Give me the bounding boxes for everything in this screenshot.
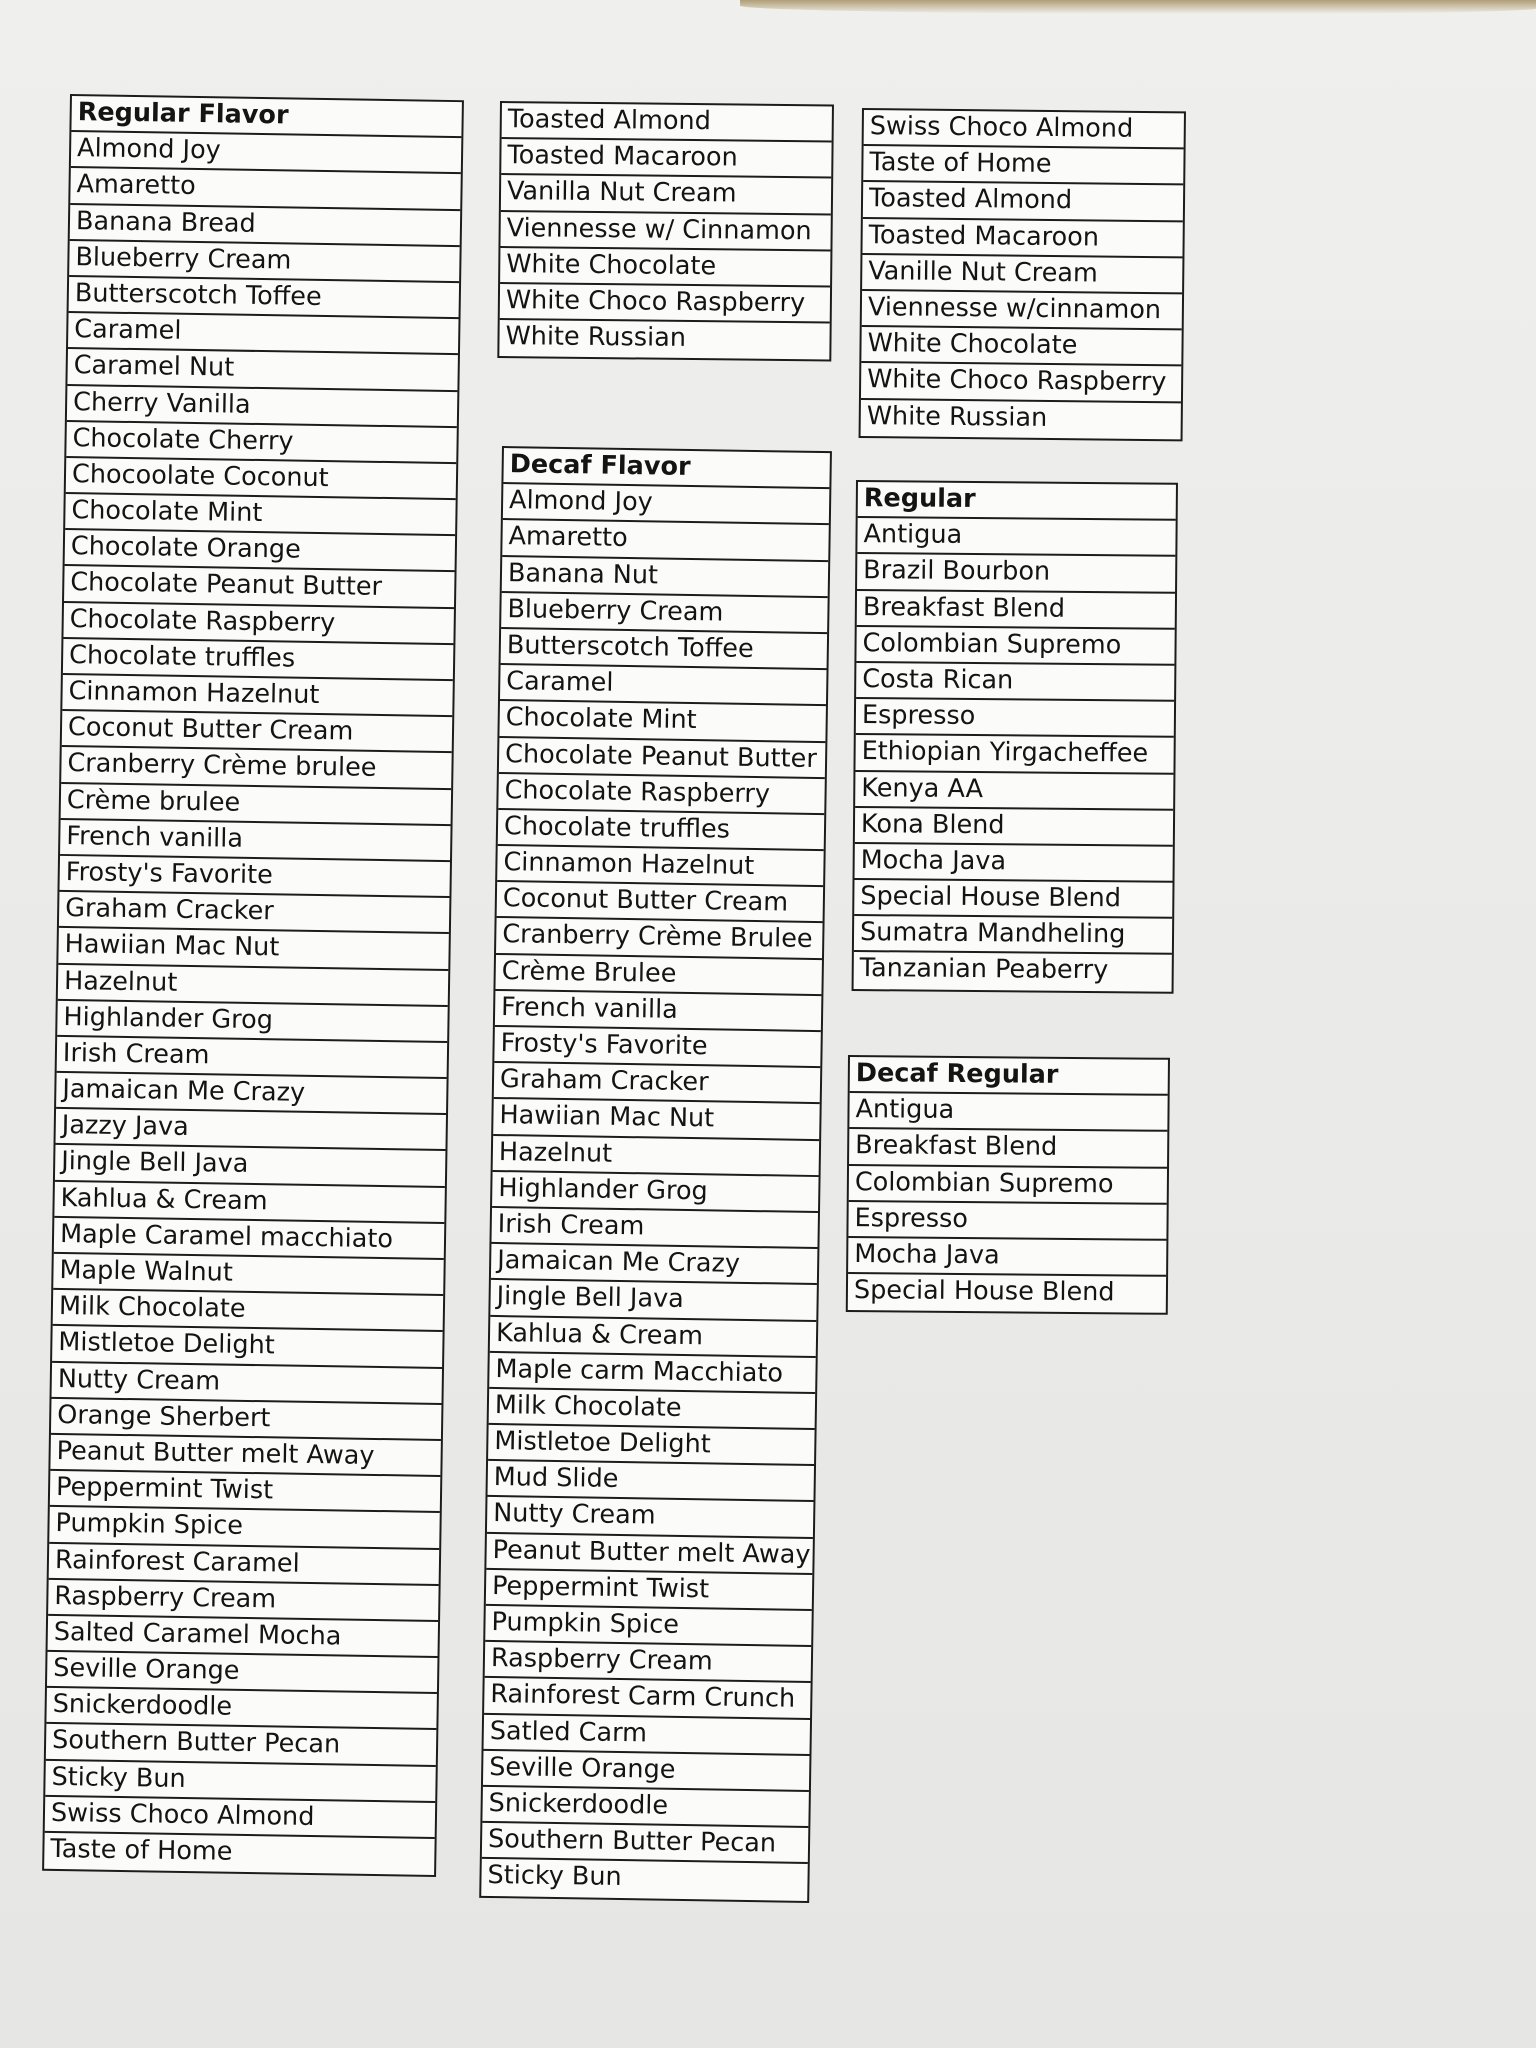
table-surface-edge xyxy=(740,0,1536,14)
table-row: Antigua xyxy=(857,518,1175,557)
table-row: Frosty's Favorite xyxy=(59,856,450,898)
table-row: Breakfast Blend xyxy=(857,591,1175,630)
table-row: Vanille Nut Cream xyxy=(862,255,1182,295)
table-row: Graham Cracker xyxy=(59,892,450,934)
table-row: Irish Cream xyxy=(491,1208,818,1249)
table-row: Cinnamon Hazelnut xyxy=(62,675,453,717)
table-row: Nutty Cream xyxy=(487,1497,814,1538)
table-row: Colombian Supremo xyxy=(849,1166,1167,1205)
table-row: Banana Nut xyxy=(502,557,829,598)
table-row: Almond Joy xyxy=(503,484,830,525)
table-row: Satled Carm xyxy=(484,1714,811,1755)
table-row: White Choco Raspberry xyxy=(500,284,830,324)
table-row: Jingle Bell Java xyxy=(55,1145,446,1187)
table-row: Viennesse w/cinnamon xyxy=(862,291,1182,331)
table-row: Jazzy Java xyxy=(55,1109,446,1151)
table-header: Regular xyxy=(858,482,1176,521)
table-row: Crème brulee xyxy=(61,784,452,826)
table-row: Maple Caramel macchiato xyxy=(54,1218,445,1260)
table-row: Brazil Bourbon xyxy=(857,554,1175,593)
table-row: Toasted Macaroon xyxy=(501,139,831,179)
table-row: Peanut Butter melt Away xyxy=(486,1534,813,1575)
table-header: Decaf Regular xyxy=(850,1057,1168,1096)
table-row: Peppermint Twist xyxy=(486,1570,813,1611)
table-row: Highlander Grog xyxy=(57,1001,448,1043)
table-row: Maple carm Macchiato xyxy=(489,1353,816,1394)
table-row: Butterscotch Toffee xyxy=(69,277,460,319)
table-row: Chocolate Mint xyxy=(499,701,826,742)
table-row: Hawiian Mac Nut xyxy=(58,928,449,970)
table-row: Cherry Vanilla xyxy=(67,385,458,427)
table-row: Blueberry Cream xyxy=(501,593,828,634)
table-row: White Russian xyxy=(505,321,687,354)
regular-flavor-continued-table xyxy=(497,101,834,362)
table-row: Swiss Choco Almond xyxy=(45,1797,436,1839)
table-row: Graham Cracker xyxy=(494,1063,821,1104)
table-row: Mistletoe Delight xyxy=(52,1326,443,1368)
table-row: Hazelnut xyxy=(58,964,449,1006)
table-row: Nutty Cream xyxy=(52,1362,443,1404)
table-row: Kahlua & Cream xyxy=(490,1316,817,1357)
table-row: Swiss Choco Almond xyxy=(864,110,1184,150)
table-row: Antigua xyxy=(849,1093,1167,1132)
table-row: Highlander Grog xyxy=(492,1172,819,1213)
table-row: Almond Joy xyxy=(71,132,462,174)
regular-coffee-table xyxy=(852,480,1178,993)
table-row: French vanilla xyxy=(495,991,822,1032)
table-row: Viennesse w/ Cinnamon xyxy=(500,212,830,252)
table-row: Hazelnut xyxy=(493,1136,820,1177)
table-row: Raspberry Cream xyxy=(485,1642,812,1683)
table-row: Amaretto xyxy=(502,520,829,561)
table-row: Mud Slide xyxy=(487,1461,814,1502)
decaf-flavor-table xyxy=(479,446,832,1903)
table-row: Irish Cream xyxy=(57,1037,448,1079)
table-row: Cranberry Crème brulee xyxy=(61,747,452,789)
table-row: Chocolate Peanut Butter xyxy=(64,566,455,608)
table-row: Ethiopian Yirgacheffee xyxy=(855,735,1173,774)
table-row: Chocolate Raspberry xyxy=(498,774,825,815)
table-row: Crème Brulee xyxy=(495,955,822,996)
table-row: Taste of Home xyxy=(863,146,1183,186)
table-row: Caramel xyxy=(500,665,827,706)
table-row: Special House Blend xyxy=(854,880,1172,919)
table-row: Snickerdoodle xyxy=(46,1688,437,1730)
table-row: Amaretto xyxy=(70,168,461,210)
table-row: White Choco Raspberry xyxy=(861,363,1181,403)
table-row: White Chocolate xyxy=(861,327,1181,367)
table-row: Peppermint Twist xyxy=(50,1471,441,1513)
table-row: Southern Butter Pecan xyxy=(482,1823,809,1864)
table-row: Rainforest Carm Crunch xyxy=(484,1678,811,1719)
table-row: Sticky Bun xyxy=(45,1760,436,1802)
table-row: Mocha Java xyxy=(855,844,1173,883)
table-row: Cranberry Crème Brulee xyxy=(496,918,823,959)
table-row: Colombian Supremo xyxy=(856,627,1174,666)
table-row: Salted Caramel Mocha xyxy=(48,1616,439,1658)
table-row: Jingle Bell Java xyxy=(490,1280,817,1321)
table-row: French vanilla xyxy=(60,820,451,862)
table-row: Chocolate Orange xyxy=(65,530,456,572)
table-row: White Russian xyxy=(866,400,1048,433)
table-header: Decaf Flavor xyxy=(503,448,830,489)
table-row: Sumatra Mandheling xyxy=(854,916,1172,955)
table-row: Seville Orange xyxy=(47,1652,438,1694)
table-row: Pumpkin Spice xyxy=(49,1507,440,1549)
table-row: Frosty's Favorite xyxy=(494,1027,821,1068)
table-row: Special House Blend xyxy=(853,1275,1115,1308)
table-row: Kahlua & Cream xyxy=(54,1182,445,1224)
table-row: Vanilla Nut Cream xyxy=(501,175,831,215)
table-row: Southern Butter Pecan xyxy=(46,1724,437,1766)
table-row: Chocolate Peanut Butter xyxy=(499,737,826,778)
table-row: Chocolate truffles xyxy=(498,810,825,851)
table-row: Peanut Butter melt Away xyxy=(50,1435,441,1477)
table-row: Pumpkin Spice xyxy=(485,1606,812,1647)
table-row: Caramel xyxy=(68,313,459,355)
table-row: Mocha Java xyxy=(848,1238,1166,1277)
table-row: Tanzanian Peaberry xyxy=(859,953,1109,986)
table-row: Banana Bread xyxy=(70,205,461,247)
table-row: Orange Sherbert xyxy=(51,1399,442,1441)
table-row: Espresso xyxy=(848,1202,1166,1241)
table-row: Jamaican Me Crazy xyxy=(491,1244,818,1285)
table-row: Butterscotch Toffee xyxy=(501,629,828,670)
table-row: Snickerdoodle xyxy=(482,1787,809,1828)
table-row: Toasted Macaroon xyxy=(862,219,1182,259)
table-header: Regular Flavor xyxy=(71,96,462,138)
table-row: Kona Blend xyxy=(855,808,1173,847)
table-row: Blueberry Cream xyxy=(69,241,460,283)
table-row: Breakfast Blend xyxy=(849,1129,1167,1168)
table-row: Jamaican Me Crazy xyxy=(56,1073,447,1115)
table-row: Chocolate Raspberry xyxy=(63,603,454,645)
table-row: Espresso xyxy=(856,699,1174,738)
regular-flavor-table xyxy=(42,94,464,1877)
table-row: Chocolate Cherry xyxy=(66,422,457,464)
table-row: Kenya AA xyxy=(855,772,1173,811)
table-row: Caramel Nut xyxy=(67,349,458,391)
table-row: Seville Orange xyxy=(483,1751,810,1792)
table-row: Sticky Bun xyxy=(487,1860,622,1893)
table-row: Milk Chocolate xyxy=(53,1290,444,1332)
table-row: Chocolate truffles xyxy=(63,639,454,681)
table-row: Mistletoe Delight xyxy=(488,1425,815,1466)
table-row: Chocolate Mint xyxy=(65,494,456,536)
table-row: Coconut Butter Cream xyxy=(62,711,453,753)
table-row: Toasted Almond xyxy=(502,103,832,143)
table-row: Taste of Home xyxy=(50,1833,233,1867)
table-row: Maple Walnut xyxy=(53,1254,444,1296)
table-row: Costa Rican xyxy=(856,663,1174,702)
table-row: Rainforest Caramel xyxy=(49,1543,440,1585)
table-row: Milk Chocolate xyxy=(489,1389,816,1430)
table-row: Raspberry Cream xyxy=(48,1580,439,1622)
table-row: Hawiian Mac Nut xyxy=(493,1099,820,1140)
table-row: Toasted Almond xyxy=(863,182,1183,222)
table-row: White Chocolate xyxy=(500,248,830,288)
table-row: Coconut Butter Cream xyxy=(497,882,824,923)
table-row: Cinnamon Hazelnut xyxy=(497,846,824,887)
decaf-regular-coffee-table xyxy=(846,1055,1170,1315)
table-row: Chocoolate Coconut xyxy=(66,458,457,500)
decaf-flavor-continued-table xyxy=(859,108,1186,441)
